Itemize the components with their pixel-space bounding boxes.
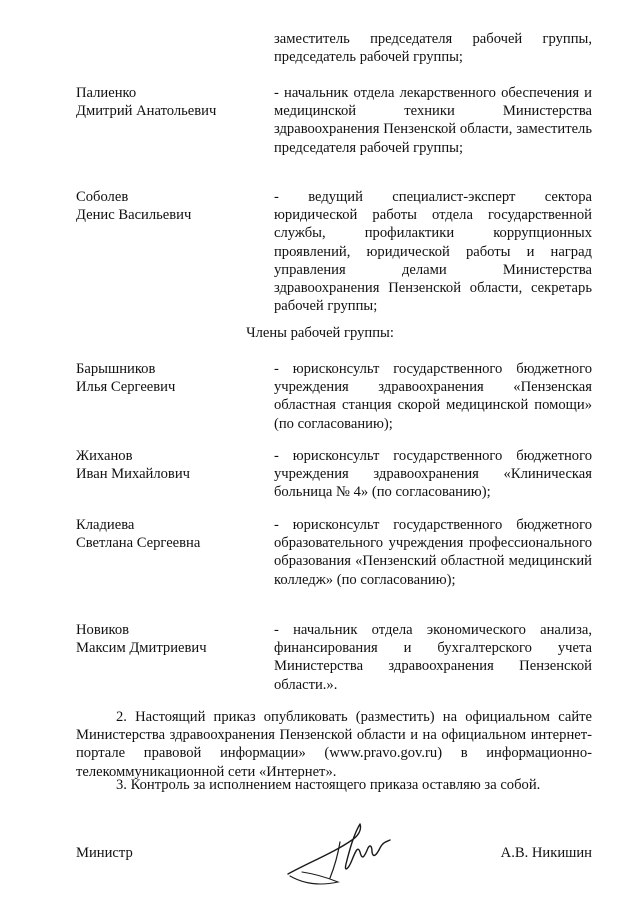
person-name	[76, 621, 266, 657]
person-name	[76, 84, 266, 120]
person-position: - юрисконсульт государственного бюджетного учреждения здравоохранения «Клиническая больница № 4» (по согласованию);	[274, 448, 592, 501]
person-name	[76, 360, 266, 396]
paragraph-publication: 2. Настоящий приказ опубликовать (разместить) на официальном сайте Министерства здравоохранения Пензенской области и на официальном интернет-портале правовой информации» (www.pravo.gov.ru) в информационно-телекоммуникационной сети «Интернет».	[76, 709, 592, 780]
paragraph-control: 3. Контроль за исполнением настоящего приказа оставляю за собой.	[116, 777, 541, 793]
signatory-title: Министр	[76, 845, 133, 861]
person-given-names: Максим Дмитриевич	[76, 640, 207, 657]
person-given-names: Иван Михайлович	[76, 466, 190, 483]
person-position: - начальник отдела лекарственного обеспечения и медицинской техники Министерства здравоохранения Пензенской области, заместитель председателя рабочей группы;	[274, 85, 592, 156]
person-position: - начальник отдела экономического анализа, финансирования и бухгалтерского учета Министерства здравоохранения Пензенской области.».	[274, 622, 592, 693]
person-surname: Кладиева	[76, 517, 135, 533]
person-surname: Соболев	[76, 189, 129, 205]
person-surname: Палиенко	[76, 85, 137, 101]
signatory-name: А.В. Никишин	[500, 845, 592, 861]
person-position: - юрисконсульт государственного бюджетного образовательного учреждения профессионального образования «Пензенский областной медицинский колледж» (по согласованию);	[274, 517, 592, 588]
person-surname: Барышников	[76, 361, 156, 377]
members-heading: Члены рабочей группы:	[246, 325, 394, 341]
person-position: - ведущий специалист-эксперт сектора юридической работы отдела государственной службы, профилактики коррупционных проявлений, юридической работы и наград управления делами Министерства здравоохранения Пензенской области, секретарь рабочей группы;	[274, 189, 592, 315]
person-position: - юрисконсульт государственного бюджетного учреждения здравоохранения «Пензенская областная станция скорой медицинской помощи» (по согласованию);	[274, 361, 592, 432]
signature-block	[76, 844, 592, 864]
person-given-names: Дмитрий Анатольевич	[76, 103, 217, 120]
person-name	[76, 188, 266, 224]
person-given-names: Денис Васильевич	[76, 207, 192, 224]
person-surname: Новиков	[76, 622, 130, 638]
chair-description: заместитель председателя рабочей группы, председатель рабочей группы;	[274, 31, 592, 66]
person-name	[76, 516, 266, 552]
person-surname: Жиханов	[76, 448, 133, 464]
person-given-names: Илья Сергеевич	[76, 379, 176, 396]
person-given-names: Светлана Сергеевна	[76, 535, 201, 552]
person-name	[76, 447, 266, 483]
